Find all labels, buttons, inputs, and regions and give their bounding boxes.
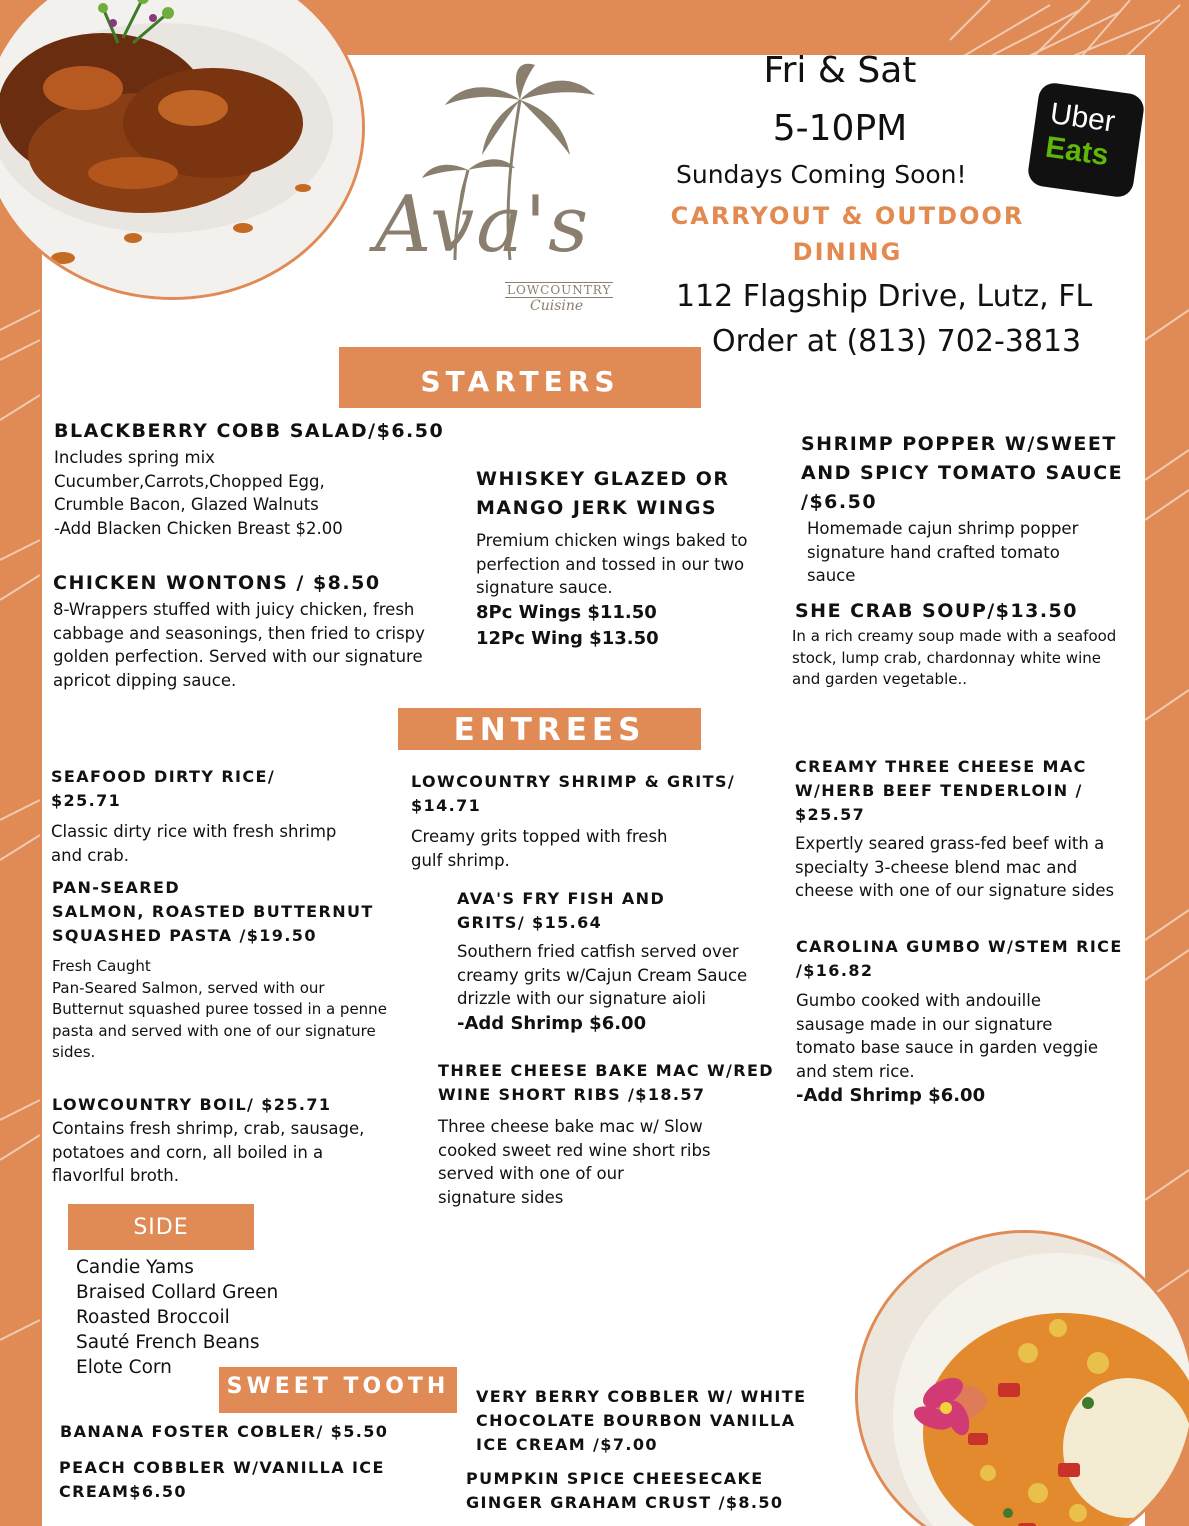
side-item: Roasted Broccoil xyxy=(76,1307,230,1328)
mac-title-2: W/HERB BEEF TENDERLOIN / xyxy=(795,781,1083,800)
shrimp-desc-1: Homemade cajun shrimp popper xyxy=(807,519,1079,538)
wings-photo xyxy=(0,0,365,300)
side-item: Elote Corn xyxy=(76,1357,172,1378)
mac-desc-1: Expertly seared grass-fed beef with a xyxy=(795,834,1105,853)
wontons-desc-1: 8-Wrappers stuffed with juicy chicken, fresh xyxy=(53,600,415,619)
hours-time: 5-10PM xyxy=(772,108,908,149)
side-item: Candie Yams xyxy=(76,1257,194,1278)
peach-cobbler xyxy=(59,1456,385,1504)
uber-eats-badge[interactable] xyxy=(1026,81,1145,199)
creamy-mac-tenderloin xyxy=(795,755,1145,903)
cobb-salad-title: BLACKBERRY COBB SALAD/$6.50 xyxy=(54,420,445,442)
dirty-desc-2: and crab. xyxy=(51,845,129,865)
pumpkin-title-2: GINGER GRAHAM CRUST /$8.50 xyxy=(466,1493,784,1512)
service-line-2: DINING xyxy=(792,238,903,266)
salmon-desc-5: sides. xyxy=(52,1043,96,1061)
dirty-desc-1: Classic dirty rice with fresh shrimp xyxy=(51,822,337,841)
side-item: Sauté French Beans xyxy=(76,1332,260,1353)
wings-price-8: 8Pc Wings $11.50 xyxy=(476,601,657,623)
crab-title: SHE CRAB SOUP/$13.50 xyxy=(795,600,1079,622)
salmon-desc-3: Butternut squashed puree tossed in a penne xyxy=(52,1000,387,1018)
sundays-notice: Sundays Coming Soon! xyxy=(676,160,967,189)
carolina-gumbo xyxy=(796,935,1141,1109)
cobb-salad-desc-1: Includes spring mix xyxy=(54,448,215,467)
wings-desc-3: signature sauce. xyxy=(476,578,613,597)
sweet-tooth-heading: SWEET TOOTH xyxy=(219,1367,457,1413)
wings-desc-2: perfection and tossed in our two xyxy=(476,554,745,574)
mac-title-1: CREAMY THREE CHEESE MAC xyxy=(795,757,1087,776)
pan-seared-salmon xyxy=(52,876,447,1064)
logo-lowcountry: LOWCOUNTRY xyxy=(507,283,612,297)
salmon-desc-2: Pan-Seared Salmon, served with our xyxy=(52,978,325,997)
fish-title-2: GRITS/ $15.64 xyxy=(457,913,603,932)
ribs-desc-2: cooked sweet red wine short ribs xyxy=(438,1140,711,1160)
starters-heading: STARTERS xyxy=(339,347,701,408)
mac-title-3: $25.57 xyxy=(795,805,866,824)
service-line-1: CARRYOUT & OUTDOOR xyxy=(670,202,1025,230)
salmon-title-1: PAN-SEARED xyxy=(52,878,181,897)
shrimp-and-grits xyxy=(411,770,761,872)
uber-eats-uber: Uber xyxy=(1048,96,1118,139)
shrimp-title-1: SHRIMP POPPER W/SWEET xyxy=(801,433,1117,455)
cobb-salad xyxy=(54,417,484,540)
berry-title-2: CHOCOLATE BOURBON VANILLA xyxy=(476,1411,796,1430)
shrimp-desc-2: signature hand crafted tomato xyxy=(807,542,1060,562)
boil-desc-3: flavorlful broth. xyxy=(52,1166,179,1185)
peach-title-1: PEACH COBBLER W/VANILLA ICE xyxy=(59,1458,385,1477)
cobb-salad-desc-2: Cucumber,Carrots,Chopped Egg, xyxy=(54,471,325,491)
hours-days: Fri & Sat xyxy=(763,50,917,91)
wontons-desc-3: golden perfection. Served with our signature xyxy=(53,647,423,666)
wings-title-2: MANGO JERK WINGS xyxy=(476,497,718,519)
crab-desc-1: In a rich creamy soup made with a seafood xyxy=(792,627,1117,645)
grits-title-2: $14.71 xyxy=(411,796,482,815)
boil-title: LOWCOUNTRY BOIL/ $25.71 xyxy=(52,1095,332,1114)
gumbo-title-1: CAROLINA GUMBO W/STEM RICE xyxy=(796,937,1123,956)
berry-cobbler xyxy=(476,1385,806,1457)
dirty-title-2: $25.71 xyxy=(51,791,122,810)
salmon-title-3: SQUASHED PASTA /$19.50 xyxy=(52,926,317,945)
wings xyxy=(476,465,796,652)
crab-desc-3: and garden vegetable.. xyxy=(792,670,968,688)
side-list xyxy=(76,1255,278,1380)
cobb-salad-desc-4: -Add Blacken Chicken Breast $2.00 xyxy=(54,518,343,538)
ribs-desc-3: served with one of our xyxy=(438,1164,624,1183)
berry-title-1: VERY BERRY COBBLER W/ WHITE xyxy=(476,1387,807,1406)
ribs-desc-1: Three cheese bake mac w/ Slow xyxy=(438,1117,703,1136)
side-item: Braised Collard Green xyxy=(76,1282,279,1303)
grits-desc-2: gulf shrimp. xyxy=(411,850,510,870)
shrimp-title-3: /$6.50 xyxy=(801,491,878,513)
fish-add-shrimp: -Add Shrimp $6.00 xyxy=(457,1012,647,1034)
shrimp-title-2: AND SPICY TOMATO SAUCE xyxy=(801,462,1124,484)
pumpkin-title-1: PUMPKIN SPICE CHEESECAKE xyxy=(466,1469,764,1488)
mac-desc-3: cheese with one of our signature sides xyxy=(795,881,1115,900)
banana-foster: BANANA FOSTER COBLER/ $5.50 xyxy=(60,1422,389,1441)
fish-desc-2: creamy grits w/Cajun Cream Sauce xyxy=(457,965,748,985)
short-ribs-mac xyxy=(438,1059,793,1209)
ribs-title-2: WINE SHORT RIBS /$18.57 xyxy=(438,1085,706,1104)
seafood-dirty-rice xyxy=(51,765,391,867)
logo-cuisine: Cuisine xyxy=(530,298,584,314)
crab-desc-2: stock, lump crab, chardonnay white wine xyxy=(792,648,1101,667)
ribs-title-1: THREE CHEESE BAKE MAC W/RED xyxy=(438,1061,774,1080)
cobb-salad-desc-3: Crumble Bacon, Glazed Walnuts xyxy=(54,495,319,514)
gumbo-desc-2: sausage made in our signature xyxy=(796,1014,1053,1034)
grits-desc-1: Creamy grits topped with fresh xyxy=(411,827,668,846)
gumbo-desc-1: Gumbo cooked with andouille xyxy=(796,991,1041,1010)
wings-price-12: 12Pc Wing $13.50 xyxy=(476,627,659,649)
lowcountry-boil xyxy=(52,1093,412,1188)
salmon-title-2: SALMON, ROASTED BUTTERNUT xyxy=(52,902,374,921)
palm-leaf-decoration-left xyxy=(0,300,42,1400)
palm-leaf-decoration-right xyxy=(1145,300,1189,1400)
gumbo-title-2: /$16.82 xyxy=(796,961,874,980)
uber-eats-eats: Eats xyxy=(1043,130,1111,173)
shrimp-grits-photo xyxy=(855,1230,1189,1526)
entrees-heading: ENTREES xyxy=(398,708,701,750)
shrimp-popper xyxy=(801,430,1146,588)
fish-title-1: AVA'S FRY FISH AND xyxy=(457,889,666,908)
fry-fish-and-grits xyxy=(457,887,787,1037)
gumbo-desc-4: and stem rice. xyxy=(796,1061,915,1081)
wings-desc-1: Premium chicken wings baked to xyxy=(476,531,748,550)
wings-title-1: WHISKEY GLAZED OR xyxy=(476,468,730,490)
chicken-wontons xyxy=(53,569,473,692)
berry-title-3: ICE CREAM /$7.00 xyxy=(476,1435,658,1454)
wontons-title: CHICKEN WONTONS / $8.50 xyxy=(53,572,381,594)
wontons-desc-2: cabbage and seasonings, then fried to crispy xyxy=(53,623,425,643)
boil-desc-2: potatoes and corn, all boiled in a xyxy=(52,1142,324,1162)
address: 112 Flagship Drive, Lutz, FL xyxy=(676,279,1093,314)
peach-title-2: CREAM$6.50 xyxy=(59,1482,187,1501)
wontons-desc-4: apricot dipping sauce. xyxy=(53,670,237,690)
gumbo-desc-3: tomato base sauce in garden veggie xyxy=(796,1038,1099,1057)
gumbo-add-shrimp: -Add Shrimp $6.00 xyxy=(796,1085,986,1106)
mac-desc-2: specialty 3-cheese blend mac and xyxy=(795,857,1078,877)
fish-desc-3: drizzle with our signature aioli xyxy=(457,989,706,1008)
order-phone: Order at (813) 702-3813 xyxy=(712,324,1082,359)
logo-script: Ava's xyxy=(375,180,591,270)
ribs-desc-4: signature sides xyxy=(438,1187,564,1207)
side-heading: SIDE xyxy=(68,1204,254,1250)
shrimp-desc-3: sauce xyxy=(807,566,856,585)
she-crab-soup xyxy=(792,597,1144,691)
logo xyxy=(360,60,630,320)
boil-desc-1: Contains fresh shrimp, crab, sausage, xyxy=(52,1119,365,1138)
salmon-desc-4: pasta and served with one of our signature xyxy=(52,1021,376,1040)
pumpkin-cheesecake xyxy=(466,1467,783,1515)
dirty-title-1: SEAFOOD DIRTY RICE/ xyxy=(51,767,276,786)
fish-desc-1: Southern fried catfish served over xyxy=(457,942,739,961)
grits-title-1: LOWCOUNTRY SHRIMP & GRITS/ xyxy=(411,772,736,791)
salmon-desc-1: Fresh Caught xyxy=(52,957,151,975)
